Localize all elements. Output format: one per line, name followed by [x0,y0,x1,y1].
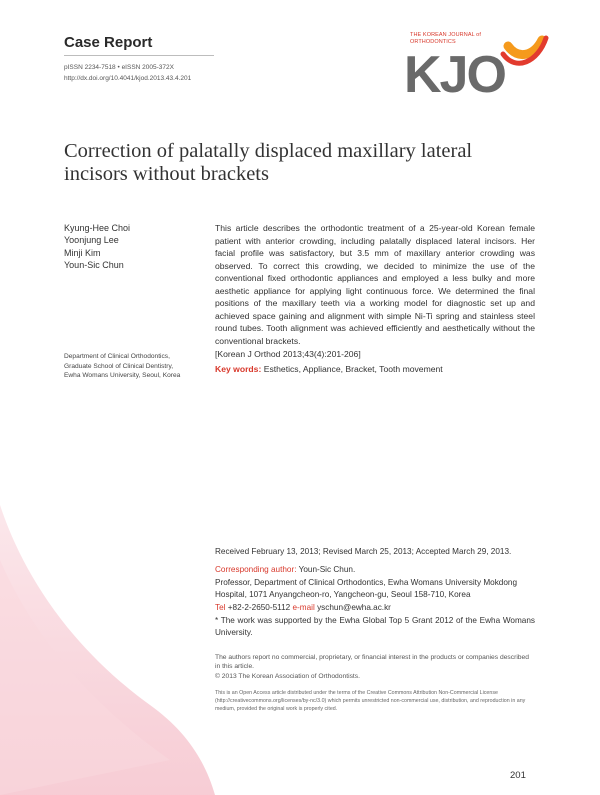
page-number: 201 [510,770,526,781]
citation: [Korean J Orthod 2013;43(4):201-206] [215,349,361,359]
email-link[interactable]: yschun@ewha.ac.kr [317,602,391,612]
copyright [215,673,360,680]
issn-block [64,62,191,84]
section-label: Case Report [64,34,153,51]
license-text: This is an Open Access article distributed under the terms of the Creative Commons Attribution Non-Commercial License (http://creativecommons.org/licenses/by-nc/3.0) which permits unrestricted non-commercial use, distribution, and reproduction in any medium, provided the original work is properly cited. [215,690,526,712]
corresponding-name: Youn-Sic Chun. [298,565,356,574]
kjo-wordmark: KJO [404,46,505,101]
email-label: e-mail [292,602,315,612]
author-name: Minji Kim [64,247,101,258]
copyright-symbol: © [215,673,220,680]
abstract [215,222,535,361]
author-list [64,222,130,272]
abstract-text: This article describes the orthodontic treatment of a 25-year-old Korean female patient with anterior crowding, including palatally displaced lateral incisors. Her facial profile was satisfactory, but 3.5 mm of maxillary anterior crowding was observed. To correct this crowding, we decided to minimize the use of the conventional fixed orthodontic appliances and employed a less bulky and more aesthetic appliance for applying light continuous force. We determined the final positions of the maxillary teeth via a working model for diagnostic set up and achieved space gaining and alignment with simple Ni-Ti spring and stainless steel round tubes. Tooth alignment was achieved efficiently and aesthetically without the conventional brackets. [215,223,535,346]
kjo-logo [400,26,550,101]
affiliation-line: Department of Clinical Orthodontics, [64,353,170,360]
author-name: Kyung-Hee Choi [64,223,131,233]
disclosure-note: The authors report no commercial, proprietary, or financial interest in the products or companies described in this article. [215,654,529,671]
journal-name-line2: ORTHODONTICS [410,39,456,45]
keywords-values: Esthetics, Appliance, Bracket, Tooth movement [263,364,443,374]
header-rule [64,55,214,56]
affiliation-line: Ewha Womans University, Seoul, Korea [64,372,181,380]
article-title: Correction of palatally displaced maxillary lateral incisors without brackets [64,140,473,185]
affiliation-line: Graduate School of Clinical Dentistry, [64,362,174,370]
author-name: Youn-Sic Chun [64,260,124,271]
keywords [215,364,535,374]
doi-link[interactable]: http://dx.doi.org/10.4041/kjod.2013.43.4.201 [64,75,192,82]
journal-name-line1: THE KOREAN JOURNAL of [410,32,481,38]
tel-value: +82-2-2650-5112 [227,602,291,612]
received-dates: Received February 13, 2013; Revised March 25, 2013; Accepted March 29, 2013. [215,547,512,556]
corresponding-author [215,564,535,614]
keywords-label: Key words: [215,364,262,374]
affiliation [64,352,180,381]
issn-line: pISSN 2234-7518 • eISSN 2005-372X [64,64,174,71]
copyright-text: 2013 The Korean Association of Orthodontists. [221,673,360,680]
funding-note: * The work was supported by the Ewha Global Top 5 Grant 2012 of the Ewha Womans University. [215,616,535,637]
corresponding-address: Professor, Department of Clinical Orthodontics, Ewha Womans University Mokdong Hospital, 1071 Anyangcheon-ro, Yangcheon-gu, Seoul 158-710, Korea [215,577,518,600]
author-name: Yoonjung Lee [64,235,119,246]
tel-label: Tel [215,602,226,612]
corresponding-label: Corresponding author: [215,565,297,574]
